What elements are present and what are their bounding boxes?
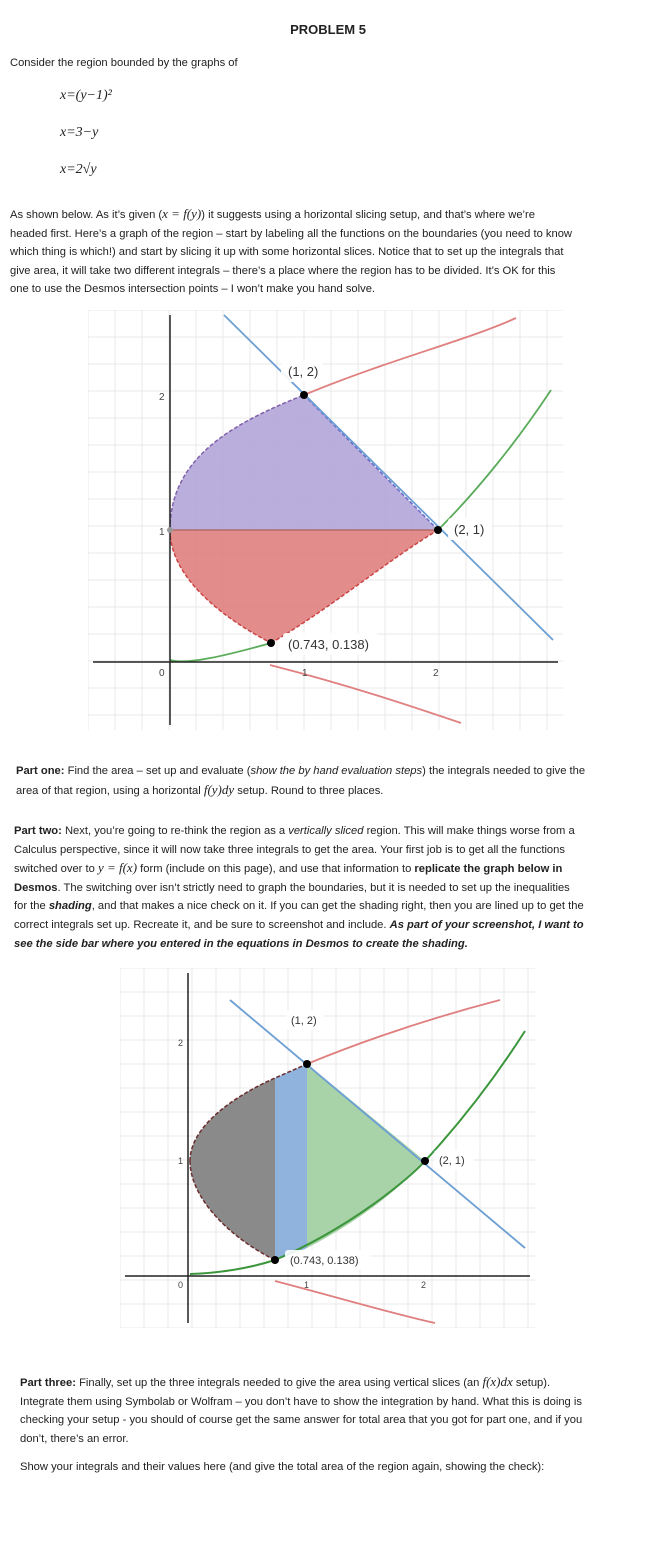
- equation-2: x=3−y: [60, 125, 99, 140]
- point-label-1-2: (1, 2): [291, 1015, 317, 1027]
- region-middle-blue: [275, 1064, 307, 1260]
- equation-1: x=(y−1)²: [60, 88, 112, 103]
- curve-upper-parabola-branch: [304, 318, 516, 395]
- tick-x-1: 1: [302, 668, 308, 679]
- tick-x-1: 1: [304, 1280, 310, 1290]
- point-0743-0138: [271, 1256, 279, 1264]
- tick-y-2: 2: [178, 1038, 184, 1048]
- point-label-1-2: (1, 2): [288, 364, 319, 379]
- tick-x-2: 2: [433, 668, 439, 679]
- point-2-1: [434, 526, 442, 534]
- point-label-0743-0138: (0.743, 0.138): [290, 1255, 359, 1267]
- tick-y-1: 1: [178, 1156, 184, 1166]
- region-right-green: [307, 1064, 425, 1248]
- point-label-2-1: (2, 1): [439, 1155, 465, 1167]
- tick-origin: 0: [178, 1280, 184, 1290]
- intro-text: Consider the region bounded by the graphs of: [10, 57, 238, 69]
- point-label-2-1: (2, 1): [454, 522, 485, 537]
- point-0-1: [167, 527, 173, 533]
- graph-vertical-region: [120, 968, 535, 1328]
- tick-y-2: 2: [159, 392, 165, 403]
- paragraph-horizontal-setup: As shown below. As it’s given (x = f(y)) it suggests using a horizontal slicing setup, and that’s where we’re headed first. Here’s a graph of the region – start by labeling all the functions on the boundaries (you need to know which thing is which!) and start by slicing it up with some horizontal slices. Notice that to set up the integrals that give area, it will take two different integrals – there’s a place where the region has to be divided. It’s OK for this one to use the Desmos intersection points – I won’t make you hand solve.: [10, 206, 573, 296]
- part-three: Part three: Finally, set up the three integrals needed to give the area using vertical slices (an f(x)dx setup). Integrate them using Symbolab or Wolfram – you don’t have to show the integration by hand. What this is doing is checking your setup - you should of course get the same answer for total area that you got for part one, and if you don’t, there’s an error. Show your integrals and their values here (and give the total area of the region again, showing the check):: [20, 1374, 583, 1474]
- region-upper-purple: [170, 395, 438, 530]
- point-1-2: [303, 1060, 311, 1068]
- point-label-0743-0138: (0.743, 0.138): [288, 637, 369, 652]
- point-2-1: [421, 1157, 429, 1165]
- equation-3: x=2√y: [60, 162, 97, 177]
- part-two: Part two: Next, you’re going to re-think the region as a vertically sliced region. This will make things worse from a Calculus perspective, since it will now take three integrals to get the area. Your first job is to get all the functions switched over to y = f(x) form (include on this page), and use that information to replicate the graph below in Desmos. The switching over isn’t strictly need to graph the boundaries, but it is needed to set up the inequalities for the shading, and that makes a nice check on it. If you can get the shading right, then you are lined up to get the correct integrals set up. Recreate it, and be sure to screenshot and include. As part of your screenshot, I want to see the side bar where you entered in the equations in Desmos to create the shading.: [14, 825, 584, 950]
- point-1-2: [300, 391, 308, 399]
- part-one: Part one: Find the area – set up and evaluate (show the by hand evaluation steps) the integrals needed to give the area of that region, using a horizontal f(y)dy setup. Round to three places.: [16, 765, 586, 797]
- curve-sqrt-upper: [438, 390, 551, 530]
- point-0743-0138: [267, 639, 275, 647]
- curve-sqrt-lower: [170, 643, 271, 661]
- tick-origin: 0: [159, 668, 165, 679]
- curve-lower-parabola-branch: [275, 1281, 435, 1323]
- tick-y-1: 1: [159, 527, 165, 538]
- tick-x-2: 2: [421, 1280, 427, 1290]
- graph-horizontal-region: [88, 310, 563, 730]
- problem-title: PROBLEM 5: [290, 22, 366, 37]
